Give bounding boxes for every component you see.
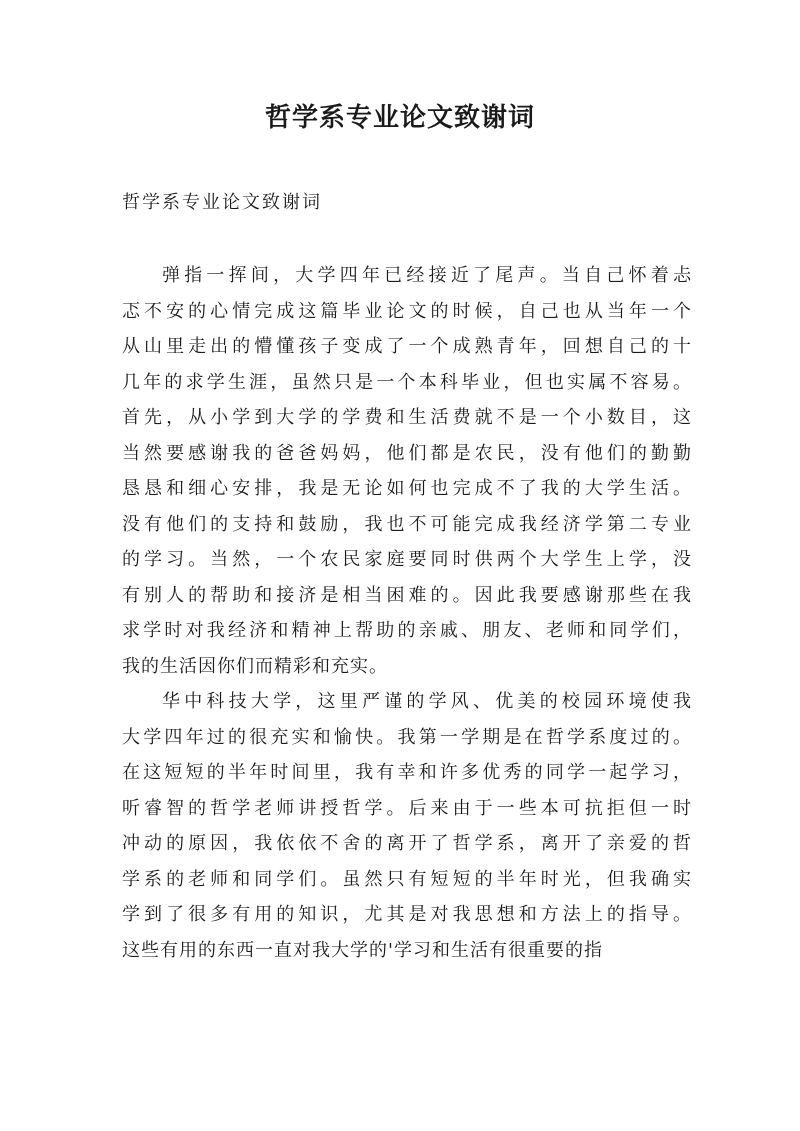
paragraph-2-line: 听睿智的哲学老师讲授哲学。后来由于一些本可抗拒但一时 [122, 797, 692, 819]
paragraph-1-line: 当然要感谢我的爸爸妈妈，他们都是农民，没有他们的勤勤 [122, 442, 692, 464]
paragraph-1-line: 的学习。当然，一个农民家庭要同时供两个大学生上学，没 [122, 549, 692, 570]
document-subtitle: 哲学系专业论文致谢词 [122, 192, 322, 213]
paragraph-2-line: 这些有用的东西一直对我大学的'学习和生活有很重要的指 [122, 939, 603, 961]
paragraph-2-line: 学系的老师和同学们。虽然只有短短的半年时光，但我确实 [122, 868, 692, 890]
paragraph-1-line: 几年的求学生涯，虽然只是一个本科毕业，但也实属不容易。 [122, 371, 692, 393]
paragraph-2-line: 华中科技大学，这里严谨的学风、优美的校园环境使我 [162, 691, 692, 712]
paragraph-1-line: 弹指一挥间，大学四年已经接近了尾声。当自己怀着忐 [162, 265, 692, 286]
paragraph-1-line: 首先，从小学到大学的学费和生活费就不是一个小数目，这 [122, 407, 692, 428]
paragraph-1-line: 恳恳和细心安排，我是无论如何也完成不了我的大学生活。 [122, 478, 692, 499]
document-body [122, 258, 692, 968]
paragraph-2-line: 在这短短的半年时间里，我有幸和许多优秀的同学一起学习， [122, 762, 692, 783]
paragraph-1-line: 我的生活因你们而精彩和充实。 [122, 655, 388, 677]
paragraph-2-line: 冲动的原因，我依依不舍的离开了哲学系，离开了亲爱的哲 [122, 833, 692, 854]
paragraph-2-line: 大学四年过的很充实和愉快。我第一学期是在哲学系度过的。 [122, 726, 692, 748]
paragraph-1-line: 忑不安的心情完成这篇毕业论文的时候，自己也从当年一个 [122, 300, 692, 322]
paragraph-1-line: 求学时对我经济和精神上帮助的亲戚、朋友、老师和同学们， [122, 620, 692, 641]
document-title: 哲学系专业论文致谢词 [264, 103, 535, 133]
paragraph-1-line: 有别人的帮助和接济是相当困难的。因此我要感谢那些在我 [122, 584, 692, 606]
paragraph-1-line: 没有他们的支持和鼓励，我也不可能完成我经济学第二专业 [122, 513, 692, 535]
paragraph-2-line: 学到了很多有用的知识，尤其是对我思想和方法上的指导。 [122, 904, 692, 925]
paragraph-1-line: 从山里走出的懵懂孩子变成了一个成熟青年，回想自己的十 [122, 336, 692, 357]
